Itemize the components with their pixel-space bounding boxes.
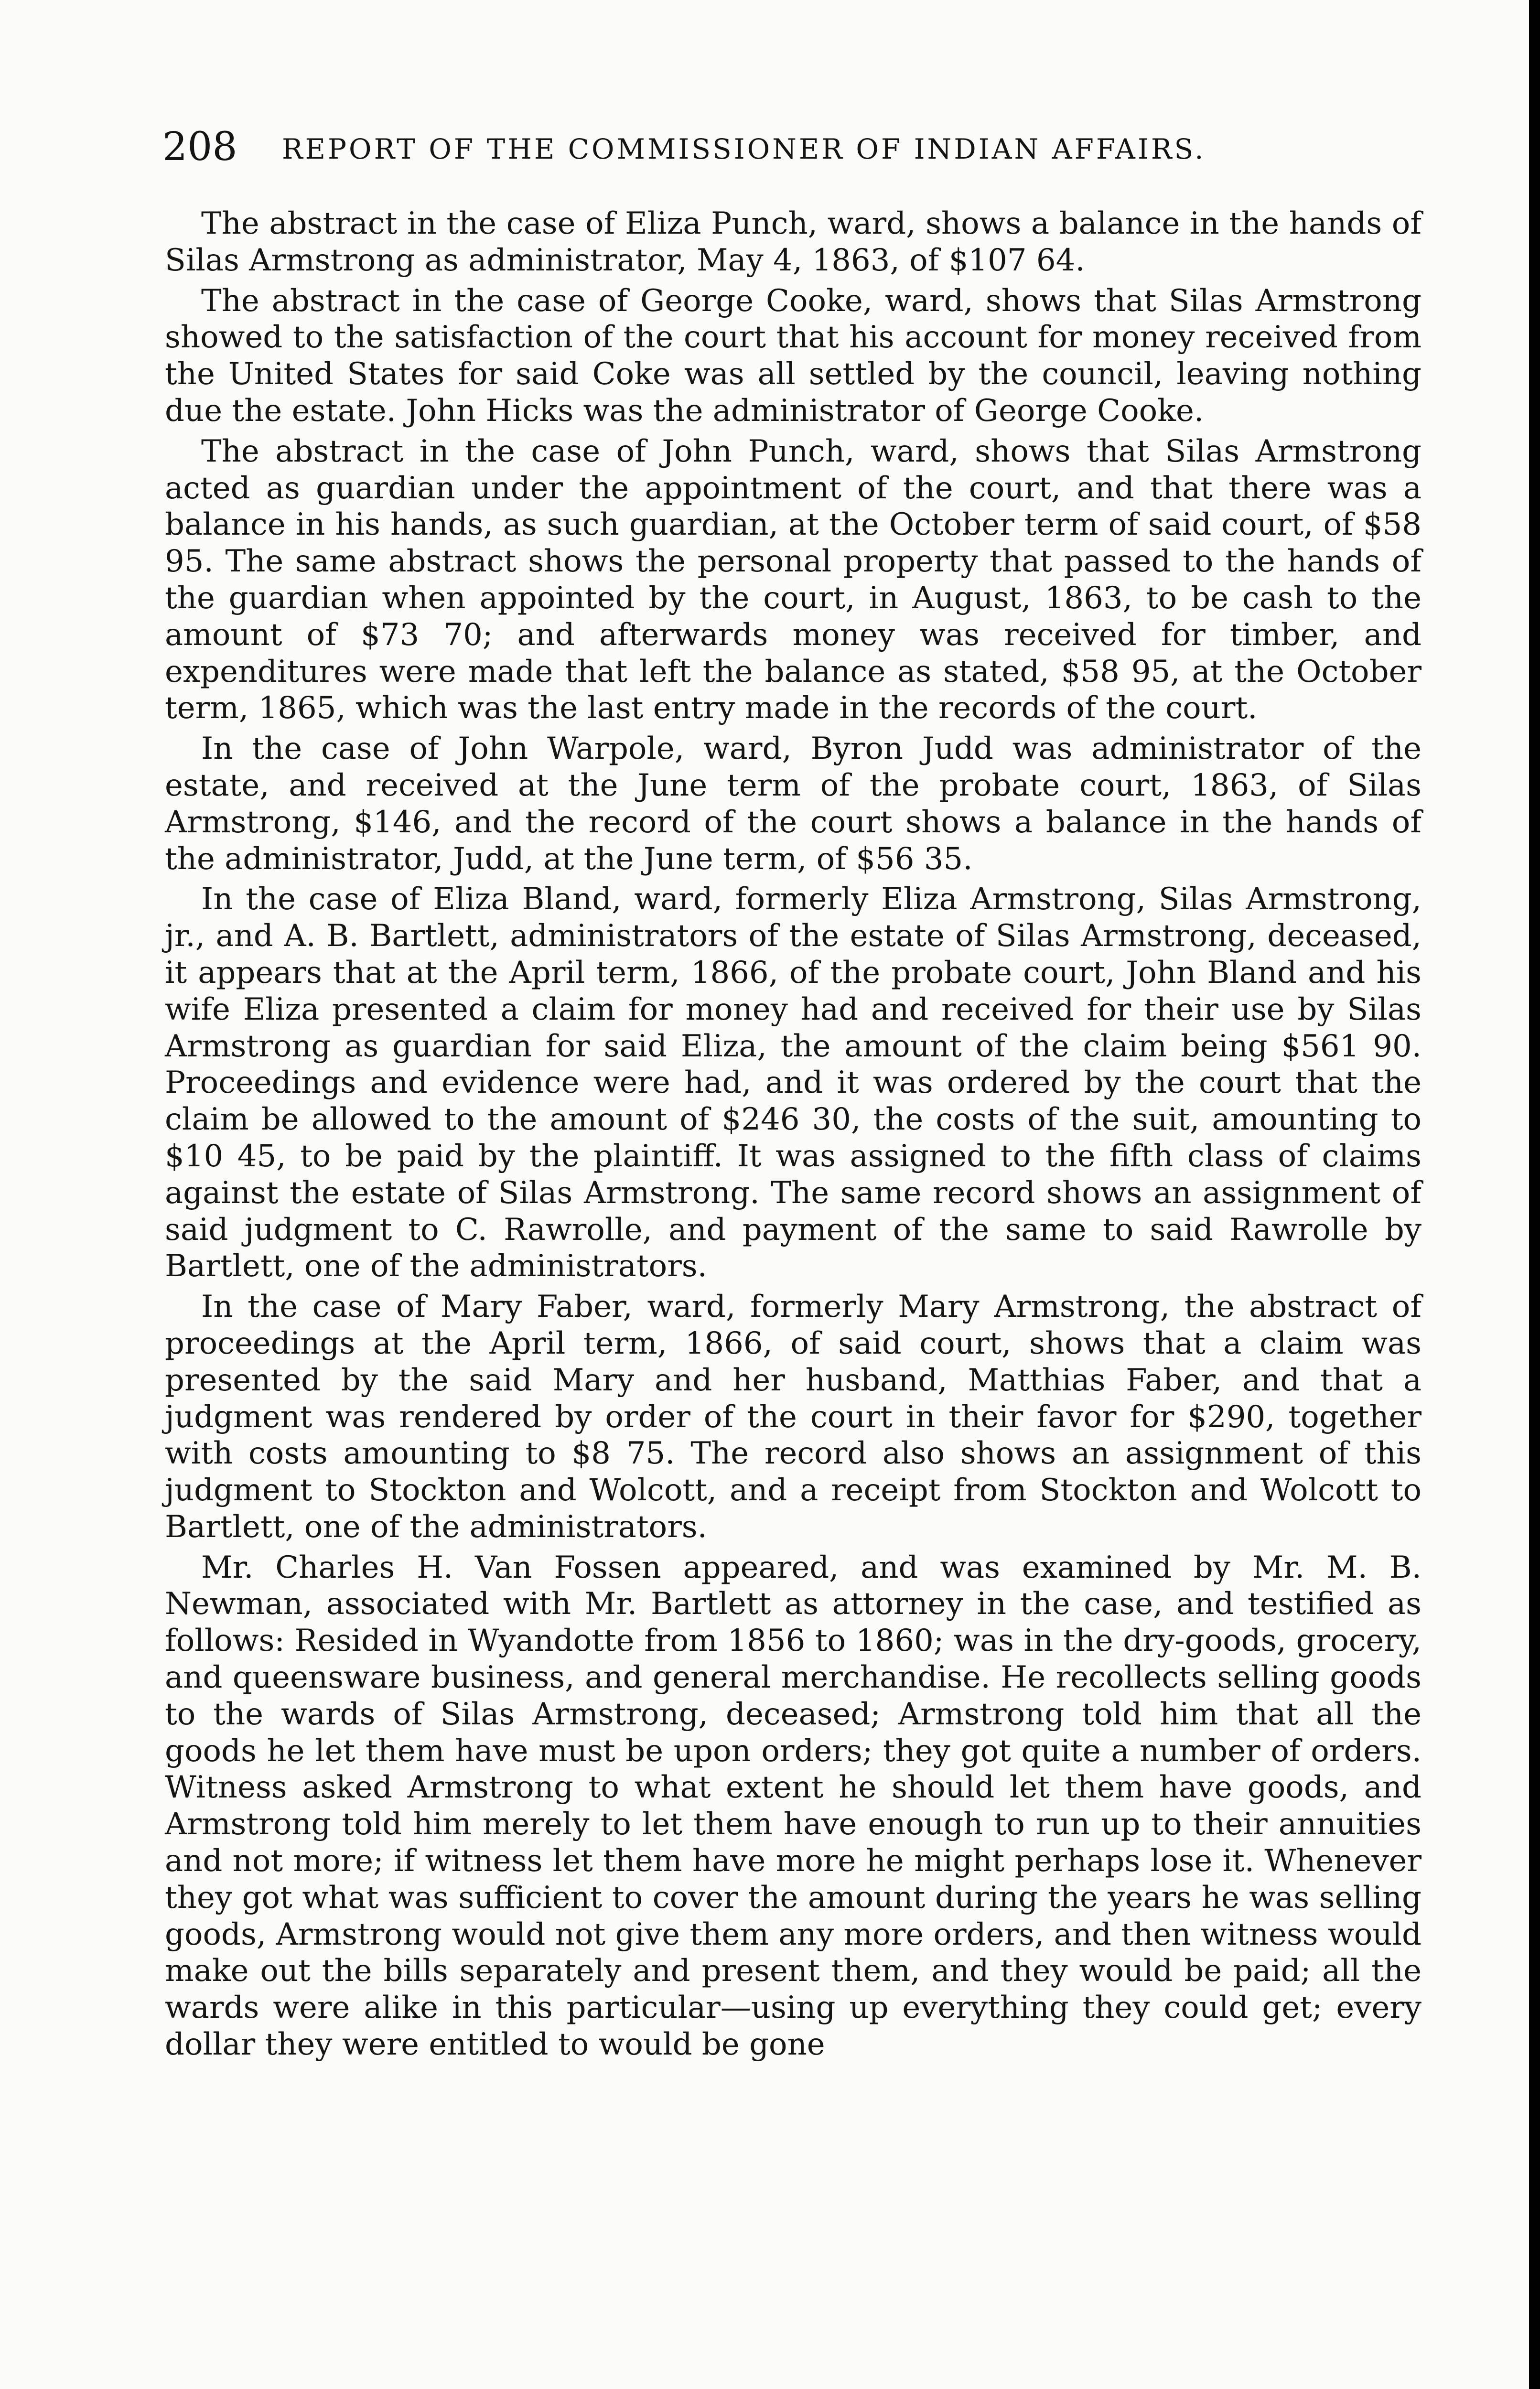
paragraph-van-fossen-testimony: Mr. Charles H. Van Fossen appeared, and was examined by Mr. M. B. Newman, associated with Mr. Bartlett as attorney in the case, and testified as follows: Resided in Wyandotte from 1856 to 1860; was in the dry-goods, grocery, and queensware business, and general merchandise. He recollects selling goods to the wards of Silas Armstrong, deceased; Armstrong told him that all the goods he let them have must be upon orders; they got quite a number of orders. Witness asked Armstrong to what extent he should let them have goods, and Armstrong told him merely to let them have enough to run up to their annuities and not more; if witness let them have more he might perhaps lose it. Whenever they got what was sufficient to cover the amount during the years he was selling goods, Armstrong would not give them any more orders, and then witness would make out the bills separately and present them, and they would be paid; all the wards were alike in this particular—using up everything they could get; every dollar they were entitled to would be gone <box>165 1550 1422 2063</box>
paragraph-george-cooke: The abstract in the case of George Cooke, ward, shows that Silas Armstrong showed to the satisfaction of the court that his account for money received from the United States for said Coke was all settled by the council, leaving nothing due the estate. John Hicks was the administrator of George Cooke. <box>165 283 1422 429</box>
paragraph-john-warpole: In the case of John Warpole, ward, Byron Judd was administrator of the estate, and received at the June term of the probate court, 1863, of Silas Armstrong, $146, and the record of the court shows a balance in the hands of the administrator, Judd, at the June term, of $56 35. <box>165 731 1422 877</box>
paragraph-eliza-bland: In the case of Eliza Bland, ward, formerly Eliza Armstrong, Silas Armstrong, jr., and A. B. Bartlett, administrators of the estate of Silas Armstrong, deceased, it appears that at the April term, 1866, of the probate court, John Bland and his wife Eliza presented a claim for money had and received for their use by Silas Armstrong as guardian for said Eliza, the amount of the claim being $561 90. Proceedings and evidence were had, and it was ordered by the court that the claim be allowed to the amount of $246 30, the costs of the suit, amounting to $10 45, to be paid by the plaintiff. It was assigned to the fifth class of claims against the estate of Silas Armstrong. The same record shows an assignment of said judgment to C. Rawrolle, and payment of the same to said Rawrolle by Bartlett, one of the administrators. <box>165 882 1422 1284</box>
paragraph-eliza-punch: The abstract in the case of Eliza Punch, ward, shows a balance in the hands of Silas Armstrong as administrator, May 4, 1863, of $107 64. <box>165 206 1422 278</box>
paragraph-mary-faber: In the case of Mary Faber, ward, formerly Mary Armstrong, the abstract of proceedings at the April term, 1866, of said court, shows that a claim was presented by the said Mary and her husband, Matthias Faber, and that a judgment was rendered by order of the court in their favor for $290, together with costs amounting to $8 75. The record also shows an assignment of this judgment to Stockton and Wolcott, and a receipt from Stockton and Wolcott to Bartlett, one of the administrators. <box>165 1289 1422 1545</box>
header-title: REPORT OF THE COMMISSIONER OF INDIAN AFFAIRS. <box>282 133 1206 165</box>
body-text <box>165 205 1422 2389</box>
running-head <box>162 123 1347 176</box>
paragraph-john-punch: The abstract in the case of John Punch, ward, shows that Silas Armstrong acted as guardian under the appointment of the court, and that there was a balance in his hands, as such guardian, at the October term of said court, of $58 95. The same abstract shows the personal property that passed to the hands of the guardian when appointed by the court, in August, 1863, to be cash to the amount of $73 70; and afterwards money was received for timber, and expenditures were made that left the balance as stated, $58 95, at the October term, 1865, which was the last entry made in the records of the court. <box>165 433 1422 726</box>
page-number: 208 <box>162 124 237 170</box>
